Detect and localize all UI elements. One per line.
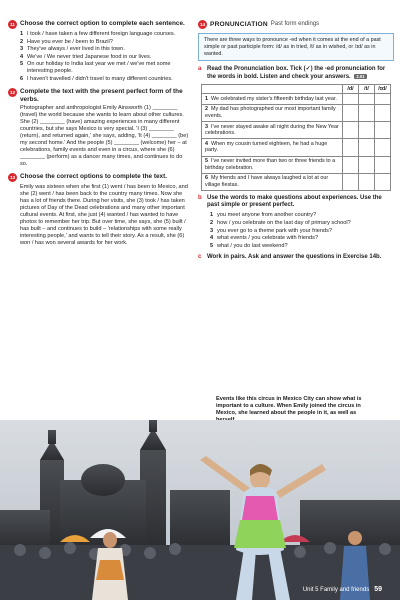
exercise-paragraph: Photographer and anthropologist Emily Ainsworth (1) ________ (travel) the world because she wants to learn about other cultures. She (2) ________ (have) amazing experiences in many different countries, but she says Mexico is very special. 'I (3) ________ (return), and returned again,' she says, adding, 'It (4) ________ (be) my second home.' And the people (5) ________ (welcome) her – at celebrations, family events and even in a circus, where she (6) ________ (perform) as a dancer many times, and continues to do so. bbox=[20, 105, 189, 168]
exercise-14c-instruction: c Work in pairs. Ask and answer the questions in Exercise 14b. bbox=[198, 253, 382, 260]
tick-box[interactable] bbox=[359, 156, 375, 173]
item-text: I took / have taken a few different foreign language courses. bbox=[27, 31, 176, 37]
list-item bbox=[20, 39, 190, 46]
table-header-row bbox=[202, 84, 391, 94]
list-item bbox=[210, 235, 394, 242]
tick-box[interactable] bbox=[359, 104, 375, 121]
tick-box[interactable] bbox=[375, 94, 391, 105]
table-cell-sentence bbox=[202, 94, 343, 105]
exercise-paragraph: Emily was sixteen when she first (1) went / has been to Mexico, and she (2) went / has been back to the country many times. Now she has a lot of friends there. During her visits, she (3) took / has taken pictures of Day of the Dead celebrations and many other important cultural events. At first, she just (4) wanted / has wanted to have photos to remember her trip. But over time, she says, she (5) built / has built – and continues to build – 'relationships with some really interesting people,' and wants to tell their story. As a result, she (6) won / has won several awards for her work. bbox=[20, 184, 188, 247]
row-text: When my cousin turned eighteen, he had a huge party. bbox=[205, 140, 328, 154]
row-text: I've never invited more than two or three friends to a birthday celebration. bbox=[205, 158, 336, 171]
item-number: 3 bbox=[20, 46, 24, 53]
circus-photo-image bbox=[0, 420, 400, 600]
tick-box[interactable] bbox=[375, 104, 391, 121]
row-number: 1 bbox=[205, 95, 208, 102]
tick-box[interactable] bbox=[359, 173, 375, 190]
list-item bbox=[210, 212, 394, 219]
item-number: 5 bbox=[210, 242, 214, 249]
item-text: I haven't travelled / didn't travel to many different countries. bbox=[27, 75, 173, 82]
tick-box[interactable] bbox=[375, 139, 391, 156]
row-number: 6 bbox=[205, 175, 208, 182]
tick-box[interactable] bbox=[375, 122, 391, 139]
table-row bbox=[202, 156, 391, 173]
row-text: My dad has photographed our most important family events. bbox=[205, 106, 336, 120]
pronunciation-title: PRONUNCIATION bbox=[210, 21, 268, 28]
list-item bbox=[20, 61, 190, 75]
list-item bbox=[20, 31, 190, 38]
item-text: They've always / ever lived in this town. bbox=[27, 46, 125, 53]
table-header: /d/ bbox=[343, 84, 359, 94]
list-item bbox=[210, 228, 394, 235]
exercise-number-badge: 13 bbox=[9, 175, 16, 181]
table-row bbox=[202, 122, 391, 139]
item-number: 4 bbox=[210, 235, 214, 242]
exercise-instruction: Complete the text with the present perfect form of the verbs. bbox=[20, 87, 183, 103]
audio-track-icon[interactable]: 2.01 bbox=[356, 73, 365, 79]
table-cell-sentence bbox=[202, 173, 343, 190]
item-number: 3 bbox=[210, 227, 214, 234]
list-item bbox=[210, 243, 394, 250]
list-item bbox=[20, 76, 190, 83]
page-number: 59 bbox=[374, 586, 382, 593]
page-footer bbox=[303, 586, 382, 593]
list-item bbox=[210, 220, 394, 227]
item-text: On our holiday to India last year we met / we've met some interesting people. bbox=[27, 61, 171, 75]
pronunciation-box: There are three ways to pronounce -ed when it comes at the end of a past simple or past participle form: /d/ as in tried, /t/ as in wished, or /ɪd/ as in wanted. bbox=[198, 33, 394, 61]
pronunciation-table bbox=[201, 84, 391, 191]
row-number: 3 bbox=[205, 123, 208, 130]
table-cell-sentence bbox=[202, 122, 343, 139]
exercise-items bbox=[8, 31, 190, 83]
exercise-items bbox=[198, 212, 394, 249]
tick-box[interactable] bbox=[375, 173, 391, 190]
tick-box[interactable] bbox=[359, 122, 375, 139]
item-text: Have you ever be / been to Brazil? bbox=[27, 38, 113, 45]
item-text: how / you celebrate on the last day of primary school? bbox=[217, 219, 351, 226]
table-row bbox=[202, 173, 391, 190]
item-text: you meet anyone from another country? bbox=[217, 212, 317, 219]
unit-label: Unit 5 Family and friends bbox=[302, 586, 370, 593]
row-number: 4 bbox=[205, 140, 208, 147]
tick-box[interactable] bbox=[375, 156, 391, 173]
item-number: 5 bbox=[20, 61, 24, 68]
circus-photo bbox=[0, 420, 400, 600]
item-number: 2 bbox=[20, 38, 24, 45]
pronunciation-heading bbox=[198, 20, 394, 29]
tick-box[interactable] bbox=[359, 94, 375, 105]
tick-box[interactable] bbox=[343, 94, 359, 105]
tick-box[interactable] bbox=[343, 173, 359, 190]
table-row bbox=[202, 94, 391, 105]
item-text: We've / We never tried Japanese food in our lives. bbox=[27, 53, 152, 60]
row-text: We celebrated my sister's fifteenth birthday last year. bbox=[211, 95, 337, 102]
item-number: 6 bbox=[20, 75, 24, 82]
tick-box[interactable] bbox=[343, 104, 359, 121]
table-header bbox=[202, 84, 343, 94]
exercise-instruction: Choose the correct option to complete each sentence. bbox=[20, 20, 185, 27]
table-row bbox=[202, 139, 391, 156]
tick-box[interactable] bbox=[343, 122, 359, 139]
exercise-number-badge: 11 bbox=[8, 20, 17, 29]
list-item bbox=[20, 46, 190, 53]
tick-box[interactable] bbox=[343, 139, 359, 156]
item-text: what / you do last weekend? bbox=[217, 242, 288, 249]
exercise-11 bbox=[8, 20, 190, 83]
exercise-14a-instruction: a Read the Pronunciation box. Tick (✓) the -ed pronunciation for the words in bold. Listen and check your answers. 2.01 bbox=[198, 66, 386, 80]
list-item bbox=[20, 54, 190, 61]
right-column bbox=[198, 20, 394, 264]
exercise-13 bbox=[8, 173, 190, 247]
exercise-12 bbox=[8, 88, 190, 168]
item-number: 2 bbox=[210, 219, 214, 226]
tick-box[interactable] bbox=[359, 139, 375, 156]
exercise-instruction: Choose the correct options to complete the text. bbox=[20, 173, 168, 181]
table-cell-sentence bbox=[202, 104, 343, 121]
left-column bbox=[8, 20, 190, 252]
row-number: 5 bbox=[205, 158, 208, 165]
item-number: 4 bbox=[20, 53, 24, 60]
photo-caption: Events like this circus in Mexico City can show what is important to a culture. When Emily joined the circus in Mexico, she learned about the people in it, as well as bbox=[216, 396, 362, 416]
table-header: /t/ bbox=[359, 84, 375, 94]
exercise-number-badge: 14 bbox=[199, 22, 206, 27]
row-number: 2 bbox=[205, 106, 208, 113]
item-text: what events / you celebrate with friends? bbox=[217, 235, 319, 242]
table-header: /ɪd/ bbox=[375, 84, 391, 94]
row-text: My friends and I have always laughed a lot at our village fiestas. bbox=[205, 175, 329, 188]
row-text: I've never stayed awake all night during the New Year celebrations. bbox=[205, 123, 339, 137]
table-cell-sentence bbox=[202, 139, 343, 156]
pronunciation-subtitle: Past form endings bbox=[270, 21, 320, 27]
tick-box[interactable] bbox=[343, 156, 359, 173]
exercise-number-badge: 12 bbox=[9, 89, 16, 95]
table-cell-sentence bbox=[202, 156, 343, 173]
item-number: 1 bbox=[210, 212, 214, 219]
exercise-14b-instruction: b Use the words to make questions about experiences. Use the past simple or present perfect. bbox=[198, 194, 382, 209]
item-number: 1 bbox=[20, 31, 24, 37]
table-row bbox=[202, 104, 391, 121]
item-text: you ever go to a theme park with your friends? bbox=[217, 227, 333, 234]
